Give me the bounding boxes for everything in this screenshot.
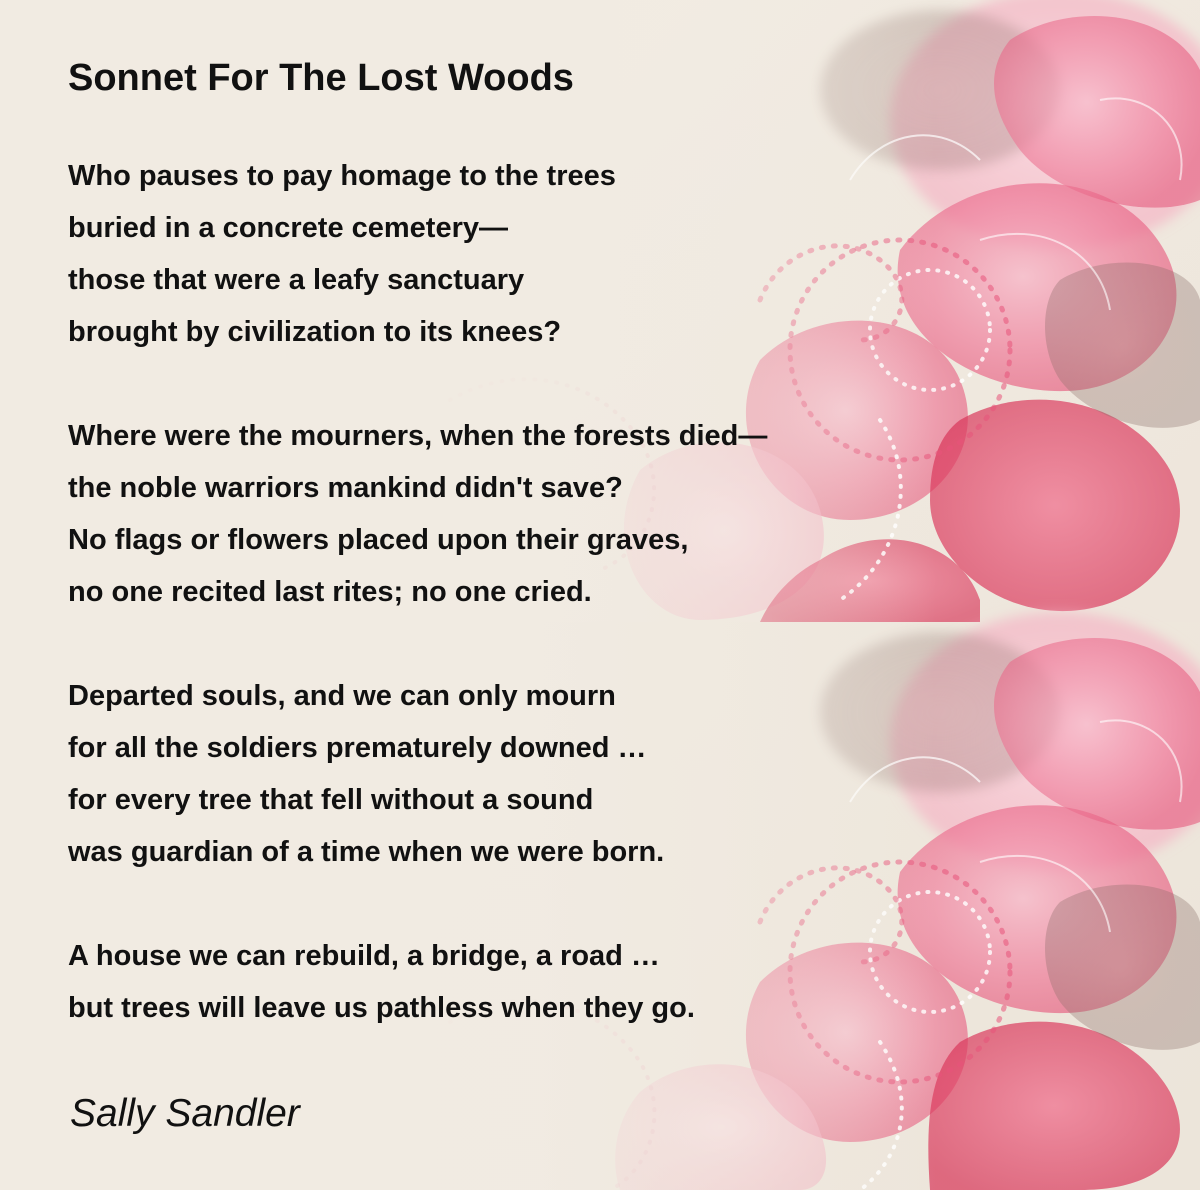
poem-line: was guardian of a time when we were born.	[68, 836, 665, 868]
stanza-break	[68, 878, 968, 930]
poem-body	[68, 150, 968, 1034]
poem-line: A house we can rebuild, a bridge, a road …	[68, 940, 660, 972]
poem-line: but trees will leave us pathless when they go.	[68, 992, 695, 1024]
poem-line: No flags or flowers placed upon their graves,	[68, 524, 689, 556]
poem-line: Where were the mourners, when the forests died—	[68, 420, 768, 452]
stanza-break	[68, 358, 968, 410]
poem-line: the noble warriors mankind didn't save?	[68, 472, 623, 504]
stanza-1	[68, 150, 968, 358]
poem-author: Sally Sandler	[70, 1092, 300, 1135]
poem-line: for all the soldiers prematurely downed …	[68, 732, 647, 764]
poem-line: buried in a concrete cemetery—	[68, 212, 508, 244]
poem-line: for every tree that fell without a sound	[68, 784, 594, 816]
poem-line: those that were a leafy sanctuary	[68, 264, 525, 296]
stanza-3	[68, 670, 968, 878]
stanza-2	[68, 410, 968, 618]
poem-title: Sonnet For The Lost Woods	[68, 57, 574, 99]
poem-line: Who pauses to pay homage to the trees	[68, 160, 616, 192]
stanza-4	[68, 930, 968, 1034]
poem-line: Departed souls, and we can only mourn	[68, 680, 616, 712]
poem-line: no one recited last rites; no one cried.	[68, 576, 592, 608]
stanza-break	[68, 618, 968, 670]
poem-line: brought by civilization to its knees?	[68, 316, 562, 348]
